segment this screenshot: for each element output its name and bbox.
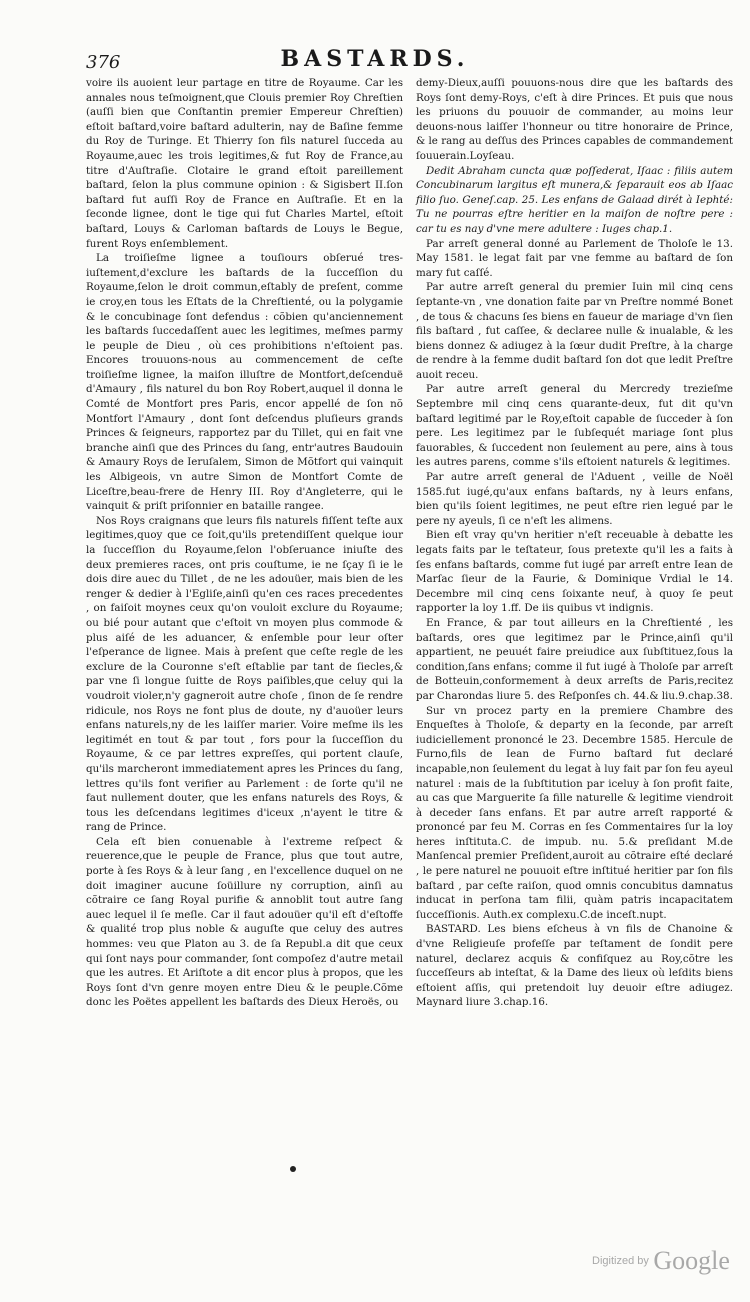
watermark-prefix: Digitized by <box>592 1255 649 1267</box>
paragraph: Par autre arreſt general du premier Iuin mil cinq cens ſeptante-vn , vne donation faite par vn Preſtre nommé Bonet , de tous & chacuns ſes biens en faueur de mariage d'vn ſien fils baſtard , fut caſſee, & declaree nulle & inualable, & les biens donnez & adiugez à la ſœur dudit Preſtre, à la charge de rendre à la femme dudit baſtard ſon dot que ledit Preſtre auoit receu. <box>416 281 733 381</box>
paragraph: La troiſieſme lignee a touſiours obſerué tres-iuſtement,d'exclure les baſtards de la ſucceſſion du Royaume,ſelon le droit commun,eſtably de preſent, comme ie croy,en tous les Eſtats de la Chreſtienté, ou la polygamie & le concubinage ſont defendus : cõbien qu'anciennement les baſtards ſuccedaſſent auec les legitimes, meſmes parmy le peuple de Dieu , où ces prohibitions n'eſtoient pas. Encores trouuons-nous au commencement de ceſte troiſieſme lignee, la maiſon illuſtre de Montfort,deſcenduë d'Amaury , fils naturel du bon Roy Robert,auquel il donna le Comté de Montfort pres Paris, encor appellé de ſon nõ Montfort l'Amaury , dont ſont deſcendus pluſieurs grands Princes & ſeigneurs, rapportez par du Tillet, qui en fait vne branche ainſi que des Princes du ſang, entr'autres Baudouin & Amaury Roys de Ieruſalem, Simon de Mõtfort qui vainquit les Albigeois, vn autre Simon de Montfort Comte de Liceſtre,beau-frere de Henry III. Roy d'Angleterre, qui le vainquit & priſt priſonnier en bataille rangee. <box>86 252 403 513</box>
paragraph: demy-Dieux,auſſi pouuons-nous dire que les baſtards des Roys ſont demy-Roys, c'eſt à dire Princes. Et puis que nous les priuons du pouuoir de commander, au moins leur deuons-nous laiſſer l'honneur ou titre honoraire de Prince, & le rang au deſſus des Princes capables de commandement ſouuerain.Loyſeau. <box>416 77 733 162</box>
paragraph: Par autre arreſt general du Mercredy trezieſme Septembre mil cinq cens quarante-deux, fut dit qu'vn baſtard legitimé par le Roy,eſtoit capable de ſucceder à ſon pere. Les legitimez par le ſubſequét mariage ſont plus fauorables, & ſuccedent non ſeulement au pere, ains à tous les autres parens, comme s'ils eſtoient naturels & legitimes. <box>416 383 733 469</box>
google-logo: Google <box>653 1246 730 1275</box>
left-column <box>86 76 403 1010</box>
paragraph: Cela eſt bien conuenable à l'extreme reſpect & reuerence,que le peuple de France, plus que tout autre, porte à ſes Roys & à leur ſang , en l'excellence duquel on ne doit imaginer aucune ſoüillure ny corruption, ainſi au cõtraire ce ſang Royal purifie & annoblit tout autre ſang auec lequel il ſe meſle. Car il faut adouüer qu'il eſt d'eſtoffe & qualité trop plus noble & auguſte que celuy des autres hommes: veu que Platon au 3. de ſa Republ.a dit que ceux qui ſont nays pour commander, ſont compoſez d'autre metail que les autres. Et Ariſtote a dit encor plus à propos, que les Roys ſont d'vn genre moyen entre Dieu & le peuple.Cõme donc les Poëtes appellent les baſtards des Dieux Heroës, ou <box>86 835 403 1009</box>
running-title: BASTARDS. <box>280 46 470 72</box>
paragraph: voire ils auoient leur partage en titre de Royaume. Car les annales nous teſmoignent,que Clouis premier Roy Chreſtien (auſſi bien que Conſtantin premier Empereur Chreſtien) eſtoit baſtard,voire baſtard adulterin, nay de Baſine femme du Roy de Turinge. Et Thierry ſon fils naturel ſucceda au Royaume,auec les trois legitimes,& fut Roy de France,au titre d'Auſtraſie. Clotaire le grand eſtoit pareillement baſtard, ſelon la plus commune opinion : & Sigisbert II.ſon baſtard fut auſſi Roy de France en Auſtraſie. Et en la ſeconde lignee, dont le tige qui fut Charles Martel, eſtoit baſtard, Louys & Carloman baſtards de Louys le Begue, furent Roys enſemblement. <box>86 77 403 250</box>
paragraph: Nos Roys craignans que leurs fils naturels fiſſent teſte aux legitimes,quoy que ce ſoit,qu'ils pretendiſſent quelque iour la ſucceſſion du Royaume,ſelon l'obſeruance iniuſte des deux premieres races, ont pris couſtume, ie ne ſçay ſi ie le dois dire auec du Tillet , de ne les adouüer, mais bien de les renger & dedier à l'Egliſe,ainſi qu'en ces races precedentes , on faiſoit moynes ceux qu'on vouloit exclure du Royaume; ou bié pour autant que c'eſtoit vn moyen plus commode & plus aiſé de les aduancer, & enſemble pour leur oſter l'eſperance de lignee. Mais à preſent que ceſte regle de les exclure de la Couronne s'eſt eſtablie par tant de ſiecles,& par vne ſi longue ſuitte de Roys paiſibles,que celuy qui la voudroit violer,n'y gagneroit autre choſe , ſinon de ſe rendre ridicule, nos Roys ne font plus de doute, ny d'auoüer leurs enfans naturels,ny de les laiſſer marier. Voire meſme ils les legitimét en tout & par tout , fors pour la ſucceſſion du Royaume, & ce par lettres expreſſes, qui portent clauſe, qu'ils marcheront immediatement apres les Princes du ſang, lettres qu'ils font verifier au Parlement : de ſorte qu'il ne faut nullement douter, que les enfans naturels des Roys, & tous les deſcendans legitimes d'iceux ,n'ayent le titre & rang de Prince. <box>86 514 403 834</box>
paragraph: Par arreſt general donné au Parlement de Tholoſe le 13. May 1581. le legat fait par vne femme au baſtard de ſon mary fut caſſé. <box>416 237 733 279</box>
ink-mark <box>290 1166 296 1172</box>
paragraph: Sur vn procez party en la premiere Chambre des Enqueſtes à Tholoſe, & departy en la ſeconde, par arreſt iudiciellement prononcé le 23. Decembre 1585. Hercule de Furno,fils de Iean de Furno baſtard fut declaré incapable,non ſeulement du legat à luy fait par ſon feu ayeul naturel : mais de la ſubſtitution par iceluy à ſon profit faite, au cas que Marguerite ſa fille naturelle & legitime viendroit à deceder ſans enfans. Et par autre arreſt rapporté & prononcé par feu M. Corras en ſes Commentaires ſur la loy heres inſtituta.C. de impub. nu. 5.& preſidant M.de Manſencal premier Preſident,auroit au cõtraire eſté declaré , le pere naturel ne pouuoit eſtre inſtitué heritier par ſon fils baſtard , par ceſte raiſon, quod omnis concubitus damnatus inducat in perſona tam filii, quàm patris incapacitatem ſucceſſionis. Auth.ex complexu.C.de inceſt.nupt. <box>416 704 733 921</box>
google-watermark <box>592 1246 730 1276</box>
paragraph: Par autre arreſt general de l'Aduent , veille de Noël 1585.fut iugé,qu'aux enfans baſtards, ny à leurs enfans, bien qu'ils ſoient legitimes, ne peut eſtre rien legué par le pere ny ayeuls, ſi ce n'eſt les alimens. <box>416 471 733 527</box>
latin-quotation: Dedit Abraham cuncta quæ poſſederat, Iſaac : filiis autem Concubinarum largitus eſt munera,& ſeparauit eos ab Iſaac filio ſuo. Geneſ.cap. 25. Les enfans de Galaad dirét à Iephté: Tu ne pourras eſtre heritier en la maiſon de noſtre pere : car tu es nay d'vne mere adultere : Iuges chap.1. <box>416 164 733 235</box>
right-column <box>416 76 733 1010</box>
page-number: 376 <box>86 52 121 73</box>
paragraph: Bien eſt vray qu'vn heritier n'eſt receuable à debatte les legats faits par le teſtateur, ſous pretexte qu'il les a faits à ſes enfans baſtards, comme fut iugé par arreſt entre Iean de Marſac ſieur de la Faurie, & Dominique Vrdial le 14. Decembre mil cinq cens ſoixante neuf, à quoy ſe peut rapporter la loy 1.ff. De iis quibus vt indignis. <box>416 529 733 615</box>
paragraph: En France, & par tout ailleurs en la Chreſtienté , les baſtards, ores que legitimez par le Prince,ainſi qu'il appartient, ne peuuét faire preiudice aux ſubſtituez,ſous la condition,ſans enfans; comme il fut iugé à Tholoſe par arreſt de Botteuin,conformement à deux arreſts de Paris,recitez par Charondas liure 5. des Reſponſes ch. 44.& liu.9.chap.38. <box>416 616 733 702</box>
paragraph: BASTARD. Les biens eſcheus à vn fils de Chanoine & d'vne Religieuſe profeſſe par teſtament de ſondit pere naturel, declarez acquis & confiſquez au Roy,cõtre les ſucceſſeurs ab inteſtat, & la Dame des lieux où leſdits biens eſtoient aſſis, qui pretendoit luy deuoir eſtre adiugez. Maynard liure 3.chap.16. <box>416 923 733 1009</box>
